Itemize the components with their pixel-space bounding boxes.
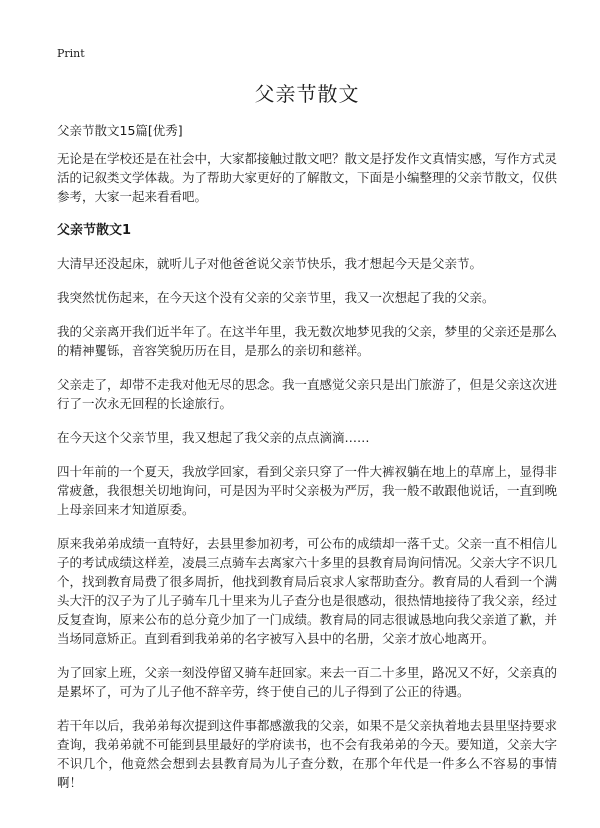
paragraph: 在今天这个父亲节里，我又想起了我父亲的点点滴滴…… xyxy=(57,430,370,445)
intro-paragraph: 无论是在学校还是在社会中，大家都接触过散文吧？散文是抒发作文真情实感，写作方式灵活的记叙类文学体裁。为了帮助大家更好的了解散文，下面是小编整理的父亲节散文，仅供参考，大家一起来看看吧。 xyxy=(57,151,558,204)
paragraph: 为了回家上班，父亲一刻没停留又骑车赶回家。来去一百二十多里，路况又不好，父亲真的是累坏了，可为了儿子他不辞辛劳，终于使自己的儿子得到了公正的待遇。 xyxy=(57,665,558,699)
print-link[interactable]: Print xyxy=(57,47,85,60)
section-heading: 父亲节散文1 xyxy=(57,223,132,238)
paragraph: 四十年前的一个夏天，我放学回家，看到父亲只穿了一件大裤衩躺在地上的草席上，显得非常疲惫，我很想关切地询问，可是因为平时父亲极为严厉，我一般不敢跟他说话，一直到晚上母亲回来才知道原委。 xyxy=(57,464,558,517)
paragraph: 原来我弟弟成绩一直特好，去县里参加初考，可公布的成绩却一落千丈。父亲一直不相信儿子的考试成绩这样差，凌晨三点骑车去离家六十多里的县教育局询问情况。父亲大字不识几个，找到教育局费了很多周折，他找到教育局后哀求人家帮助查分。教育局的人看到一个满头大汗的汉子为了儿子骑车几十里来为儿子查分也是很感动，很热情地接待了我父亲，经过反复查询，原来公布的总分竟少加了一门成绩。教育局的同志很诚恳地向我父亲道了歉，并当场同意矫正。直到看到我弟弟的名字被写入县中的名册，父亲才放心地离开。 xyxy=(57,536,558,646)
paragraph: 我突然忧伤起来，在今天这个没有父亲的父亲节里，我又一次想起了我的父亲。 xyxy=(57,290,495,305)
article-body xyxy=(57,149,557,807)
page-title: 父亲节散文 xyxy=(254,82,360,106)
paragraph: 父亲走了，却带不走我对他无尽的思念。我一直感觉父亲只是出门旅游了，但是父亲这次进行了一次永无回程的长途旅行。 xyxy=(57,377,558,411)
paragraph: 若干年以后，我弟弟每次提到这件事都感激我的父亲，如果不是父亲执着地去县里坚持要求查询，我弟弟就不可能到县里最好的学府读书，也不会有我弟弟的今天。要知道，父亲大字不识几个，他竟然会想到去县教育局为儿子查分数，在那个年代是一件多么不容易的事情啊！ xyxy=(57,718,558,790)
article-subtitle: 父亲节散文15篇[优秀] xyxy=(57,123,183,138)
paragraph: 大清早还没起床，就听儿子对他爸爸说父亲节快乐，我才想起今天是父亲节。 xyxy=(57,256,483,271)
paragraph: 我的父亲离开我们近半年了。在这半年里，我无数次地梦见我的父亲，梦里的父亲还是那么的精神矍铄，音容笑貌历历在目，是那么的亲切和慈祥。 xyxy=(57,324,558,358)
